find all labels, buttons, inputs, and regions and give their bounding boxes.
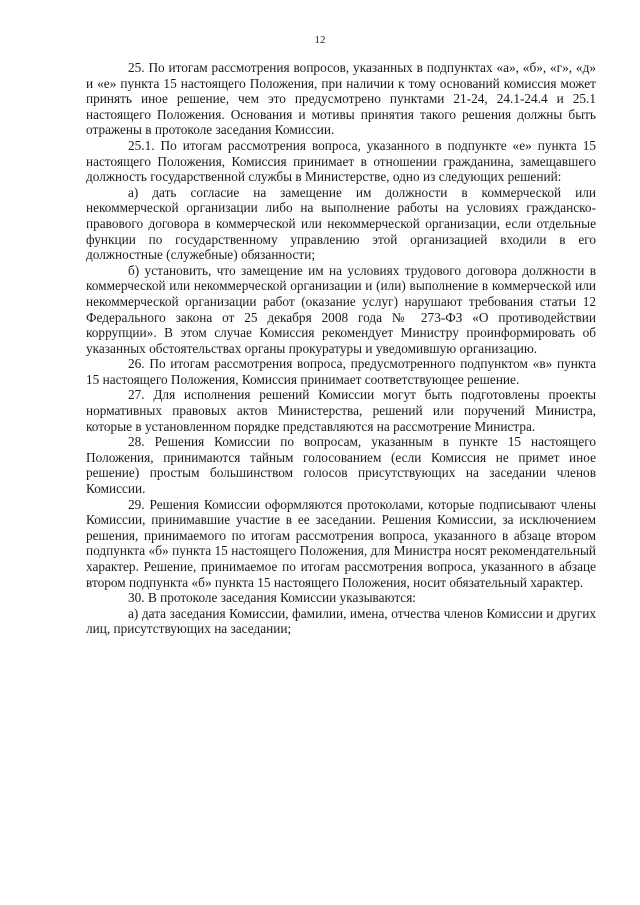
paragraph-26: 26. По итогам рассмотрения вопроса, предусмотренного подпунктом «в» пункта 15 настоящего Положения, Комиссия принимает соответствующее решение.	[86, 356, 596, 387]
paragraph-25-1-a: а) дать согласие на замещение им должности в коммерческой или некоммерческой организации либо на выполнение работы на условиях гражданско-правового договора в коммерческой или некоммерческой организации, если отдельные функции по государственному управлению этой организацией входили в его должностные (служебные) обязанности;	[86, 184, 596, 263]
paragraph-29: 29. Решения Комиссии оформляются протоколами, которые подписывают члены Комиссии, принимавшие участие в ее заседании. Решения Комиссии, за исключением решения, принимаемого по итогам рассмотрения вопроса, указанного в абзаце втором подпункта «б» пункта 15 настоящего Положения, для Министра носят рекомендательный характер. Решение, принимаемое по итогам рассмотрения вопроса, указанного в абзаце втором подпункта «б» пункта 15 настоящего Положения, носит обязательный характер.	[86, 496, 596, 590]
paragraph-25: 25. По итогам рассмотрения вопросов, указанных в подпунктах «а», «б», «г», «д» и «е» пункта 15 настоящего Положения, при наличии к тому оснований комиссия может принять иное решение, чем это предусмотрено пунктами 21-24, 24.1-24.4 и 25.1 настоящего Положения. Основания и мотивы принятия такого решения должны быть отражены в протоколе заседания Комиссии.	[86, 60, 596, 138]
document-body	[86, 60, 596, 637]
paragraph-28: 28. Решения Комиссии по вопросам, указанным в пункте 15 настоящего Положения, принимаются тайным голосованием (если Комиссия не примет иное решение) простым большинством голосов присутствующих на заседании членов Комиссии.	[86, 434, 596, 497]
paragraph-30: 30. В протоколе заседания Комиссии указываются:	[128, 590, 416, 606]
paragraph-27: 27. Для исполнения решений Комиссии могут быть подготовлены проекты нормативных правовых актов Министерства, решений или поручений Министра, которые в установленном порядке представляются на рассмотрение Министра.	[86, 387, 596, 434]
page-number: 12	[314, 34, 326, 46]
paragraph-25-1: 25.1. По итогам рассмотрения вопроса, указанного в подпункте «е» пункта 15 настоящего Положения, Комиссия принимает в отношении гражданина, замещавшего должность государственной службы в Министерстве, одно из следующих решений:	[86, 137, 596, 185]
paragraph-25-1-b: б) установить, что замещение им на условиях трудового договора должности в коммерческой или некоммерческой организации и (или) выполнение в коммерческой или некоммерческой организации работ (оказание услуг) нарушают требования статьи 12 Федерального закона от 25 декабря 2008 года № 273-ФЗ «О противодействии коррупции». В этом случае Комиссия рекомендует Министру проинформировать об указанных обстоятельствах органы прокуратуры и уведомившую организацию.	[86, 262, 596, 356]
paragraph-30-a: а) дата заседания Комиссии, фамилии, имена, отчества членов Комиссии и других лиц, присутствующих на заседании;	[86, 605, 596, 637]
